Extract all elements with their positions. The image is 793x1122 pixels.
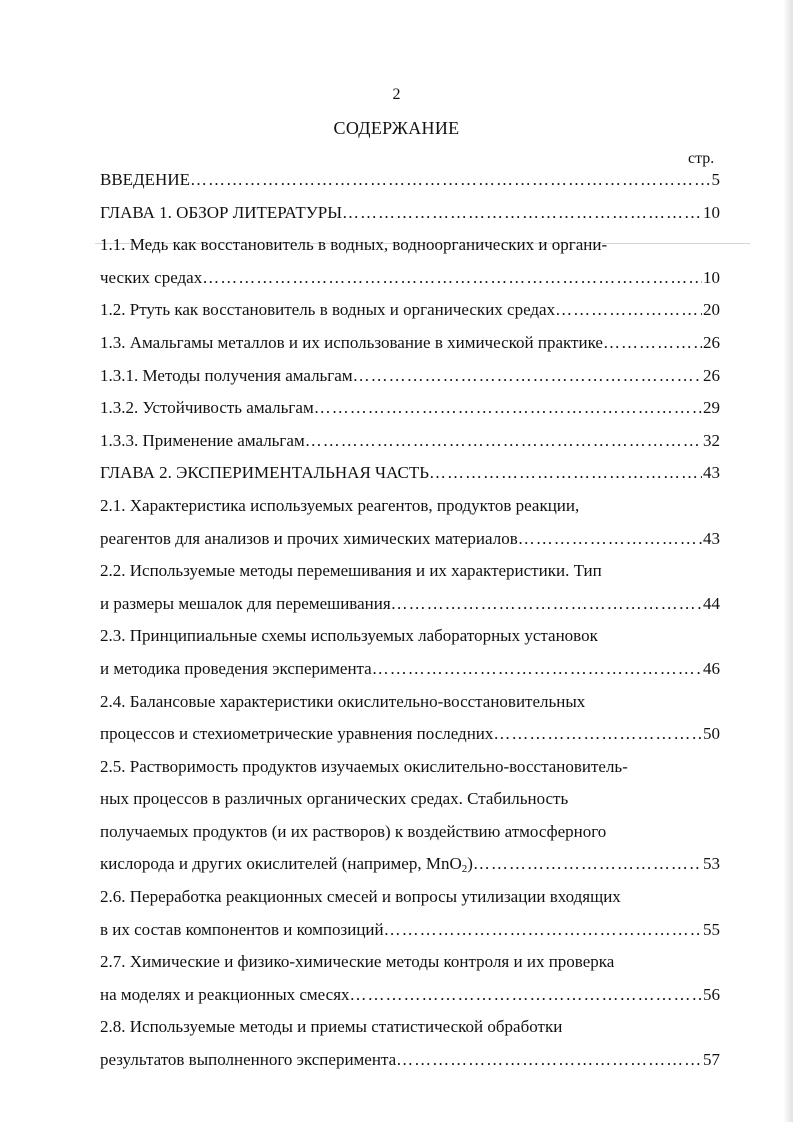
dot-leader [350,979,702,1012]
toc-entry-text: реагентов для анализов и прочих химических материалов [100,528,518,548]
toc-entry-page: 10 [703,267,720,287]
toc-entry [100,979,720,1012]
toc-entry [100,946,720,979]
toc-entry-text: 1.3.1. Методы получения амальгам [100,365,353,385]
toc-entry-page: 32 [703,430,720,450]
toc-entry-page: 43 [703,463,720,483]
dot-leader [202,262,702,295]
scan-edge-shadow [783,0,793,1122]
toc-entry [100,1011,720,1044]
toc-entry-text: 2.8. Используемые методы и приемы статистической обработки [100,1017,563,1037]
toc-entry-text: в их состав компонентов и композиций [100,919,384,939]
toc-entry [100,457,720,490]
toc-entry-page: 10 [703,202,720,222]
toc-entry-page: 55 [703,919,720,939]
dot-leader [305,425,702,458]
toc-entry [100,523,720,556]
toc-entry-page: 44 [703,593,720,613]
toc-entry-text: кислорода и других окислителей (например, MnO$_2$) [100,854,473,876]
toc-entry [100,164,720,197]
toc-entry-page: 50 [703,724,720,744]
dot-leader [518,523,702,556]
toc-entry [100,392,720,425]
toc-entry-text: результатов выполненного эксперимента [100,1050,397,1070]
toc-entry [100,751,720,784]
toc-entry [100,555,720,588]
dot-leader [372,653,702,686]
toc-entry-text: 1.2. Ртуть как восстановитель в водных и органических средах [100,300,556,320]
page-number: 2 [392,86,401,103]
dot-leader [314,392,702,425]
toc-entry-text: получаемых продуктов (и их растворов) к воздействию атмосферного [100,821,607,841]
toc-entry [100,914,720,947]
toc-entry-page: 20 [703,300,720,320]
toc-entry-text: 2.3. Принципиальные схемы используемых лабораторных установок [100,626,598,646]
toc-entry-page: 26 [703,365,720,385]
page-title: СОДЕРЖАНИЕ [333,118,460,138]
toc-entry-page: 43 [703,528,720,548]
dot-leader [342,197,702,230]
dot-leader [396,1044,702,1077]
toc-entry-page: 29 [703,398,720,418]
toc-entry-text: 1.3.3. Применение амальгам [100,430,305,450]
toc-entry [100,686,720,719]
dot-leader [429,457,702,490]
toc-entry-text: ГЛАВА 1. ОБЗОР ЛИТЕРАТУРЫ [100,202,343,222]
toc-entry-page: 26 [703,332,720,352]
toc-entry-text: 2.7. Химические и физико-химические методы контроля и их проверка [100,952,615,972]
table-of-contents [100,164,720,1077]
toc-entry-page: 57 [703,1050,720,1070]
toc-entry [100,653,720,686]
dot-leader [603,327,702,360]
toc-entry [100,490,720,523]
toc-entry-text: 2.4. Балансовые характеристики окислительно-восстановительных [100,691,586,711]
toc-entry-text: 1.3.2. Устойчивость амальгам [100,398,314,418]
toc-entry-text: 2.5. Растворимость продуктов изучаемых окислительно-восстановитель- [100,756,628,776]
toc-entry-text: процессов и стехиометрические уравнения последних [100,724,494,744]
toc-entry-text: ных процессов в различных органических средах. Стабильность [100,789,569,809]
dot-leader [555,294,702,327]
toc-entry-text: ческих средах [100,267,203,287]
toc-entry [100,294,720,327]
page-column-label: стр. [688,150,715,167]
toc-entry [100,588,720,621]
toc-entry [100,848,720,881]
dot-leader [391,588,702,621]
dot-leader [473,848,702,881]
dot-leader [384,914,702,947]
toc-entry-text: 2.1. Характеристика используемых реагентов, продуктов реакции, [100,495,580,515]
toc-entry [100,881,720,914]
toc-entry [100,425,720,458]
toc-entry [100,360,720,393]
dot-leader [190,164,711,197]
toc-entry [100,1044,720,1077]
toc-entry [100,229,720,262]
dot-leader [493,718,702,751]
toc-entry-text: 2.6. Переработка реакционных смесей и вопросы утилизации входящих [100,887,621,907]
toc-entry-page: 46 [703,658,720,678]
toc-entry [100,718,720,751]
toc-entry [100,327,720,360]
toc-entry-text: ВВЕДЕНИЕ [100,170,190,189]
toc-entry-text: и методика проведения эксперимента [100,658,372,678]
toc-entry-text: ГЛАВА 2. ЭКСПЕРИМЕНТАЛЬНАЯ ЧАСТЬ [100,463,430,483]
toc-entry-page: 53 [703,854,720,874]
toc-entry [100,620,720,653]
dot-leader [353,360,702,393]
toc-entry [100,783,720,816]
toc-entry [100,197,720,230]
subscript: 2 [461,863,468,876]
toc-entry-page: 5 [711,170,720,189]
toc-entry-text: на моделях и реакционных смесях [100,984,350,1004]
toc-entry [100,816,720,849]
toc-entry-text: 2.2. Используемые методы перемешивания и их характеристики. Тип [100,561,602,581]
toc-entry-text: и размеры мешалок для перемешивания [100,593,391,613]
toc-entry-page: 56 [703,984,720,1004]
toc-entry-text: 1.3. Амальгамы металлов и их использование в химической практике [100,332,603,352]
toc-entry [100,262,720,295]
toc-entry-text: 1.1. Медь как восстановитель в водных, водноорганических и органи- [100,235,608,255]
